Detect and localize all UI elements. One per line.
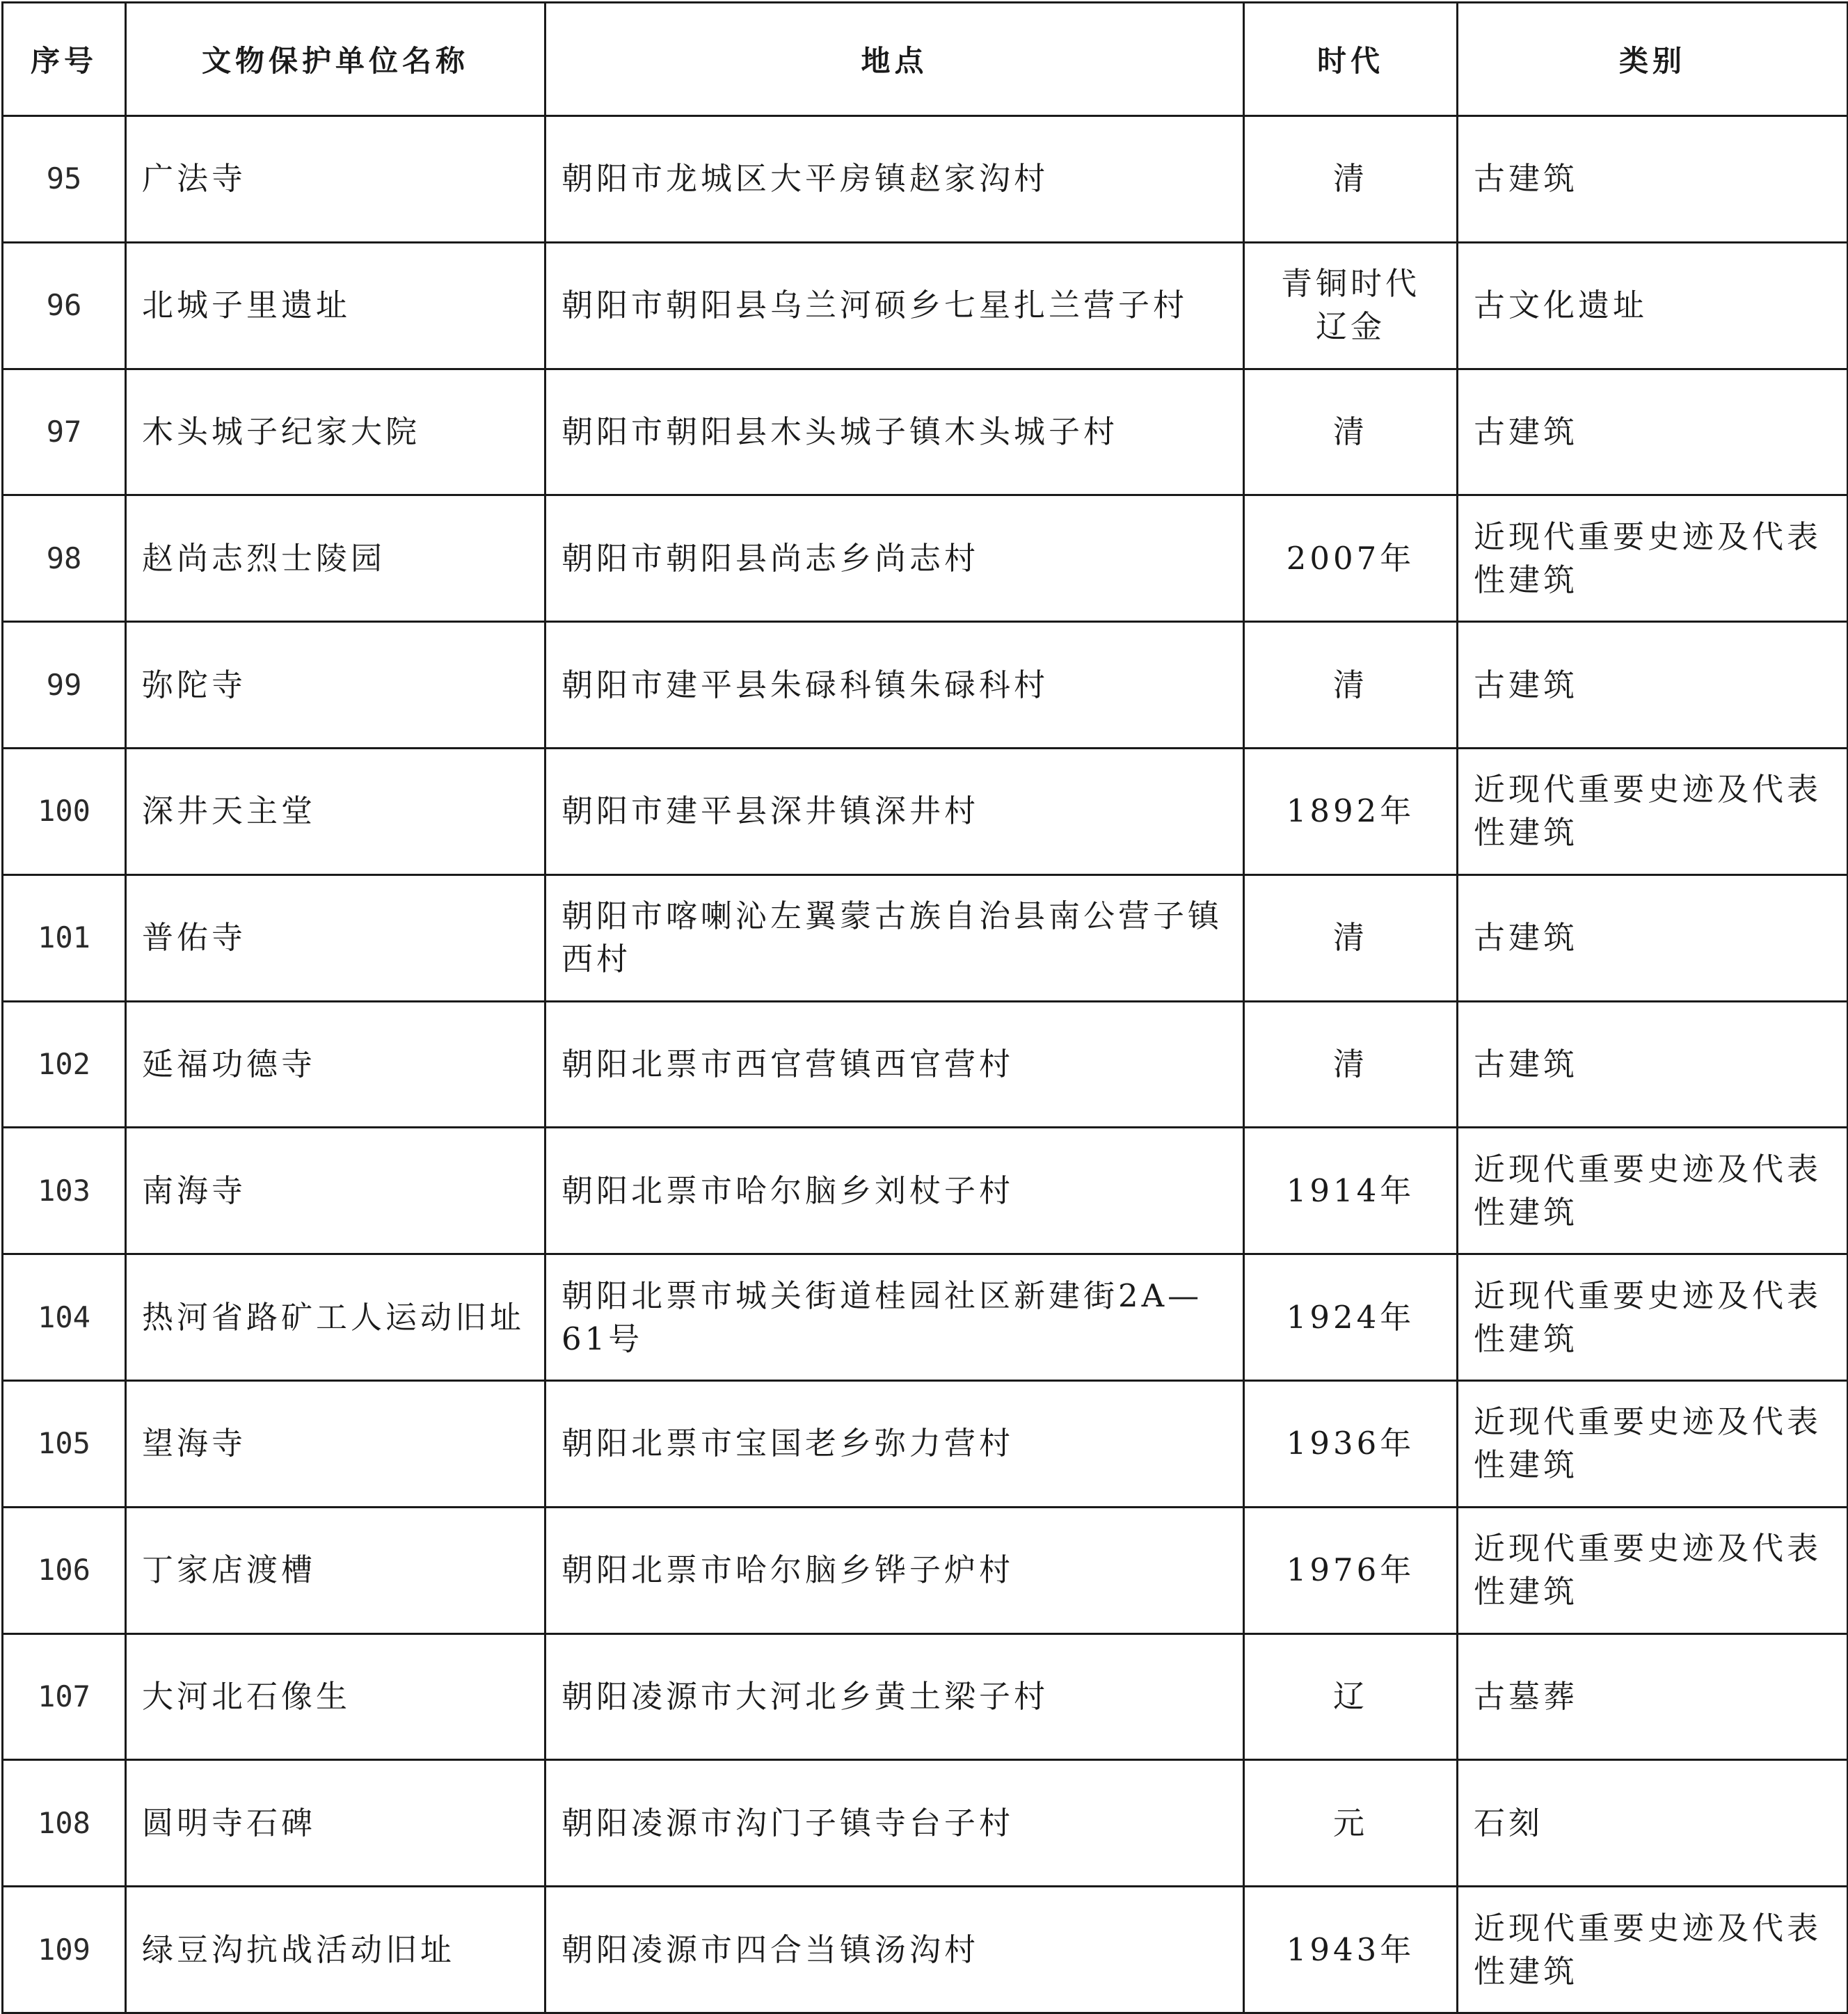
- cell-category: 近现代重要史迹及代表性建筑: [1458, 1128, 1848, 1254]
- cell-site-name: 普佑寺: [126, 874, 545, 1001]
- header-era: 时代: [1244, 3, 1458, 116]
- cell-location: 朝阳北票市城关街道桂园社区新建街2A—61号: [545, 1254, 1244, 1381]
- cell-location: 朝阳北票市宝国老乡弥力营村: [545, 1380, 1244, 1507]
- cell-site-name: 望海寺: [126, 1380, 545, 1507]
- cell-location: 朝阳北票市哈尔脑乡铧子炉村: [545, 1507, 1244, 1633]
- cell-category: 古文化遗址: [1458, 242, 1848, 369]
- table-row: [3, 1760, 1848, 1887]
- table-row: [3, 242, 1848, 369]
- cell-category: 古建筑: [1458, 874, 1848, 1001]
- cell-site-name: 木头城子纪家大院: [126, 369, 545, 495]
- cell-site-name: 弥陀寺: [126, 622, 545, 749]
- cell-category: 石刻: [1458, 1760, 1848, 1887]
- cell-site-name: 延福功德寺: [126, 1001, 545, 1128]
- cell-category: 近现代重要史迹及代表性建筑: [1458, 495, 1848, 622]
- cell-location: 朝阳市朝阳县乌兰河硕乡七星扎兰营子村: [545, 242, 1244, 369]
- cell-location: 朝阳市喀喇沁左翼蒙古族自治县南公营子镇西村: [545, 874, 1244, 1001]
- cell-category: 近现代重要史迹及代表性建筑: [1458, 1380, 1848, 1507]
- table-row: [3, 874, 1848, 1001]
- cell-seq: 96: [3, 242, 126, 369]
- table-row: [3, 622, 1848, 749]
- cell-location: 朝阳市朝阳县木头城子镇木头城子村: [545, 369, 1244, 495]
- cell-site-name: 深井天主堂: [126, 748, 545, 874]
- cell-category: 古建筑: [1458, 369, 1848, 495]
- header-name: 文物保护单位名称: [126, 3, 545, 116]
- cell-era: 清: [1244, 369, 1458, 495]
- heritage-sites-table: [1, 1, 1848, 2014]
- cell-category: 近现代重要史迹及代表性建筑: [1458, 1887, 1848, 2013]
- table-row: [3, 116, 1848, 243]
- cell-site-name: 圆明寺石碑: [126, 1760, 545, 1887]
- cell-category: 近现代重要史迹及代表性建筑: [1458, 1254, 1848, 1381]
- cell-location: 朝阳北票市哈尔脑乡刘杖子村: [545, 1128, 1244, 1254]
- cell-seq: 105: [3, 1380, 126, 1507]
- cell-era: 清: [1244, 622, 1458, 749]
- cell-site-name: 大河北石像生: [126, 1633, 545, 1760]
- cell-era: 1976年: [1244, 1507, 1458, 1633]
- cell-seq: 102: [3, 1001, 126, 1128]
- cell-category: 古建筑: [1458, 116, 1848, 243]
- cell-category: 古建筑: [1458, 1001, 1848, 1128]
- cell-seq: 101: [3, 874, 126, 1001]
- cell-era: 清: [1244, 874, 1458, 1001]
- cell-era: 1936年: [1244, 1380, 1458, 1507]
- cell-era: 2007年: [1244, 495, 1458, 622]
- cell-location: 朝阳北票市西官营镇西官营村: [545, 1001, 1244, 1128]
- cell-site-name: 北城子里遗址: [126, 242, 545, 369]
- cell-seq: 100: [3, 748, 126, 874]
- header-seq: 序号: [3, 3, 126, 116]
- cell-seq: 103: [3, 1128, 126, 1254]
- cell-seq: 108: [3, 1760, 126, 1887]
- cell-seq: 98: [3, 495, 126, 622]
- cell-era: 清: [1244, 116, 1458, 243]
- table-row: [3, 1254, 1848, 1381]
- cell-era: 1914年: [1244, 1128, 1458, 1254]
- cell-location: 朝阳凌源市沟门子镇寺台子村: [545, 1760, 1244, 1887]
- cell-era: 1892年: [1244, 748, 1458, 874]
- cell-site-name: 广法寺: [126, 116, 545, 243]
- table-row: [3, 1633, 1848, 1760]
- table-body: [3, 116, 1848, 2013]
- cell-seq: 97: [3, 369, 126, 495]
- table-row: [3, 1887, 1848, 2013]
- table-row: [3, 1507, 1848, 1633]
- cell-era: 辽: [1244, 1633, 1458, 1760]
- cell-category: 近现代重要史迹及代表性建筑: [1458, 748, 1848, 874]
- table-row: [3, 748, 1848, 874]
- cell-location: 朝阳市建平县朱碌科镇朱碌科村: [545, 622, 1244, 749]
- cell-seq: 104: [3, 1254, 126, 1381]
- cell-site-name: 丁家店渡槽: [126, 1507, 545, 1633]
- header-category: 类别: [1458, 3, 1848, 116]
- cell-seq: 99: [3, 622, 126, 749]
- cell-category: 古建筑: [1458, 622, 1848, 749]
- cell-seq: 109: [3, 1887, 126, 2013]
- cell-site-name: 南海寺: [126, 1128, 545, 1254]
- cell-seq: 106: [3, 1507, 126, 1633]
- table-row: [3, 1380, 1848, 1507]
- cell-era: 元: [1244, 1760, 1458, 1887]
- cell-location: 朝阳凌源市四合当镇汤沟村: [545, 1887, 1244, 2013]
- table-row: [3, 1128, 1848, 1254]
- table-row: [3, 495, 1848, 622]
- cell-era: 清: [1244, 1001, 1458, 1128]
- cell-location: 朝阳市龙城区大平房镇赵家沟村: [545, 116, 1244, 243]
- cell-category: 近现代重要史迹及代表性建筑: [1458, 1507, 1848, 1633]
- cell-seq: 107: [3, 1633, 126, 1760]
- cell-era: 青铜时代 辽金: [1244, 242, 1458, 369]
- cell-location: 朝阳凌源市大河北乡黄土梁子村: [545, 1633, 1244, 1760]
- cell-location: 朝阳市建平县深井镇深井村: [545, 748, 1244, 874]
- cell-category: 古墓葬: [1458, 1633, 1848, 1760]
- cell-site-name: 热河省路矿工人运动旧址: [126, 1254, 545, 1381]
- header-place: 地点: [545, 3, 1244, 116]
- cell-era: 1943年: [1244, 1887, 1458, 2013]
- header-row: [3, 3, 1848, 116]
- cell-seq: 95: [3, 116, 126, 243]
- cell-location: 朝阳市朝阳县尚志乡尚志村: [545, 495, 1244, 622]
- cell-era: 1924年: [1244, 1254, 1458, 1381]
- table-row: [3, 369, 1848, 495]
- cell-site-name: 绿豆沟抗战活动旧址: [126, 1887, 545, 2013]
- table-row: [3, 1001, 1848, 1128]
- cell-site-name: 赵尚志烈士陵园: [126, 495, 545, 622]
